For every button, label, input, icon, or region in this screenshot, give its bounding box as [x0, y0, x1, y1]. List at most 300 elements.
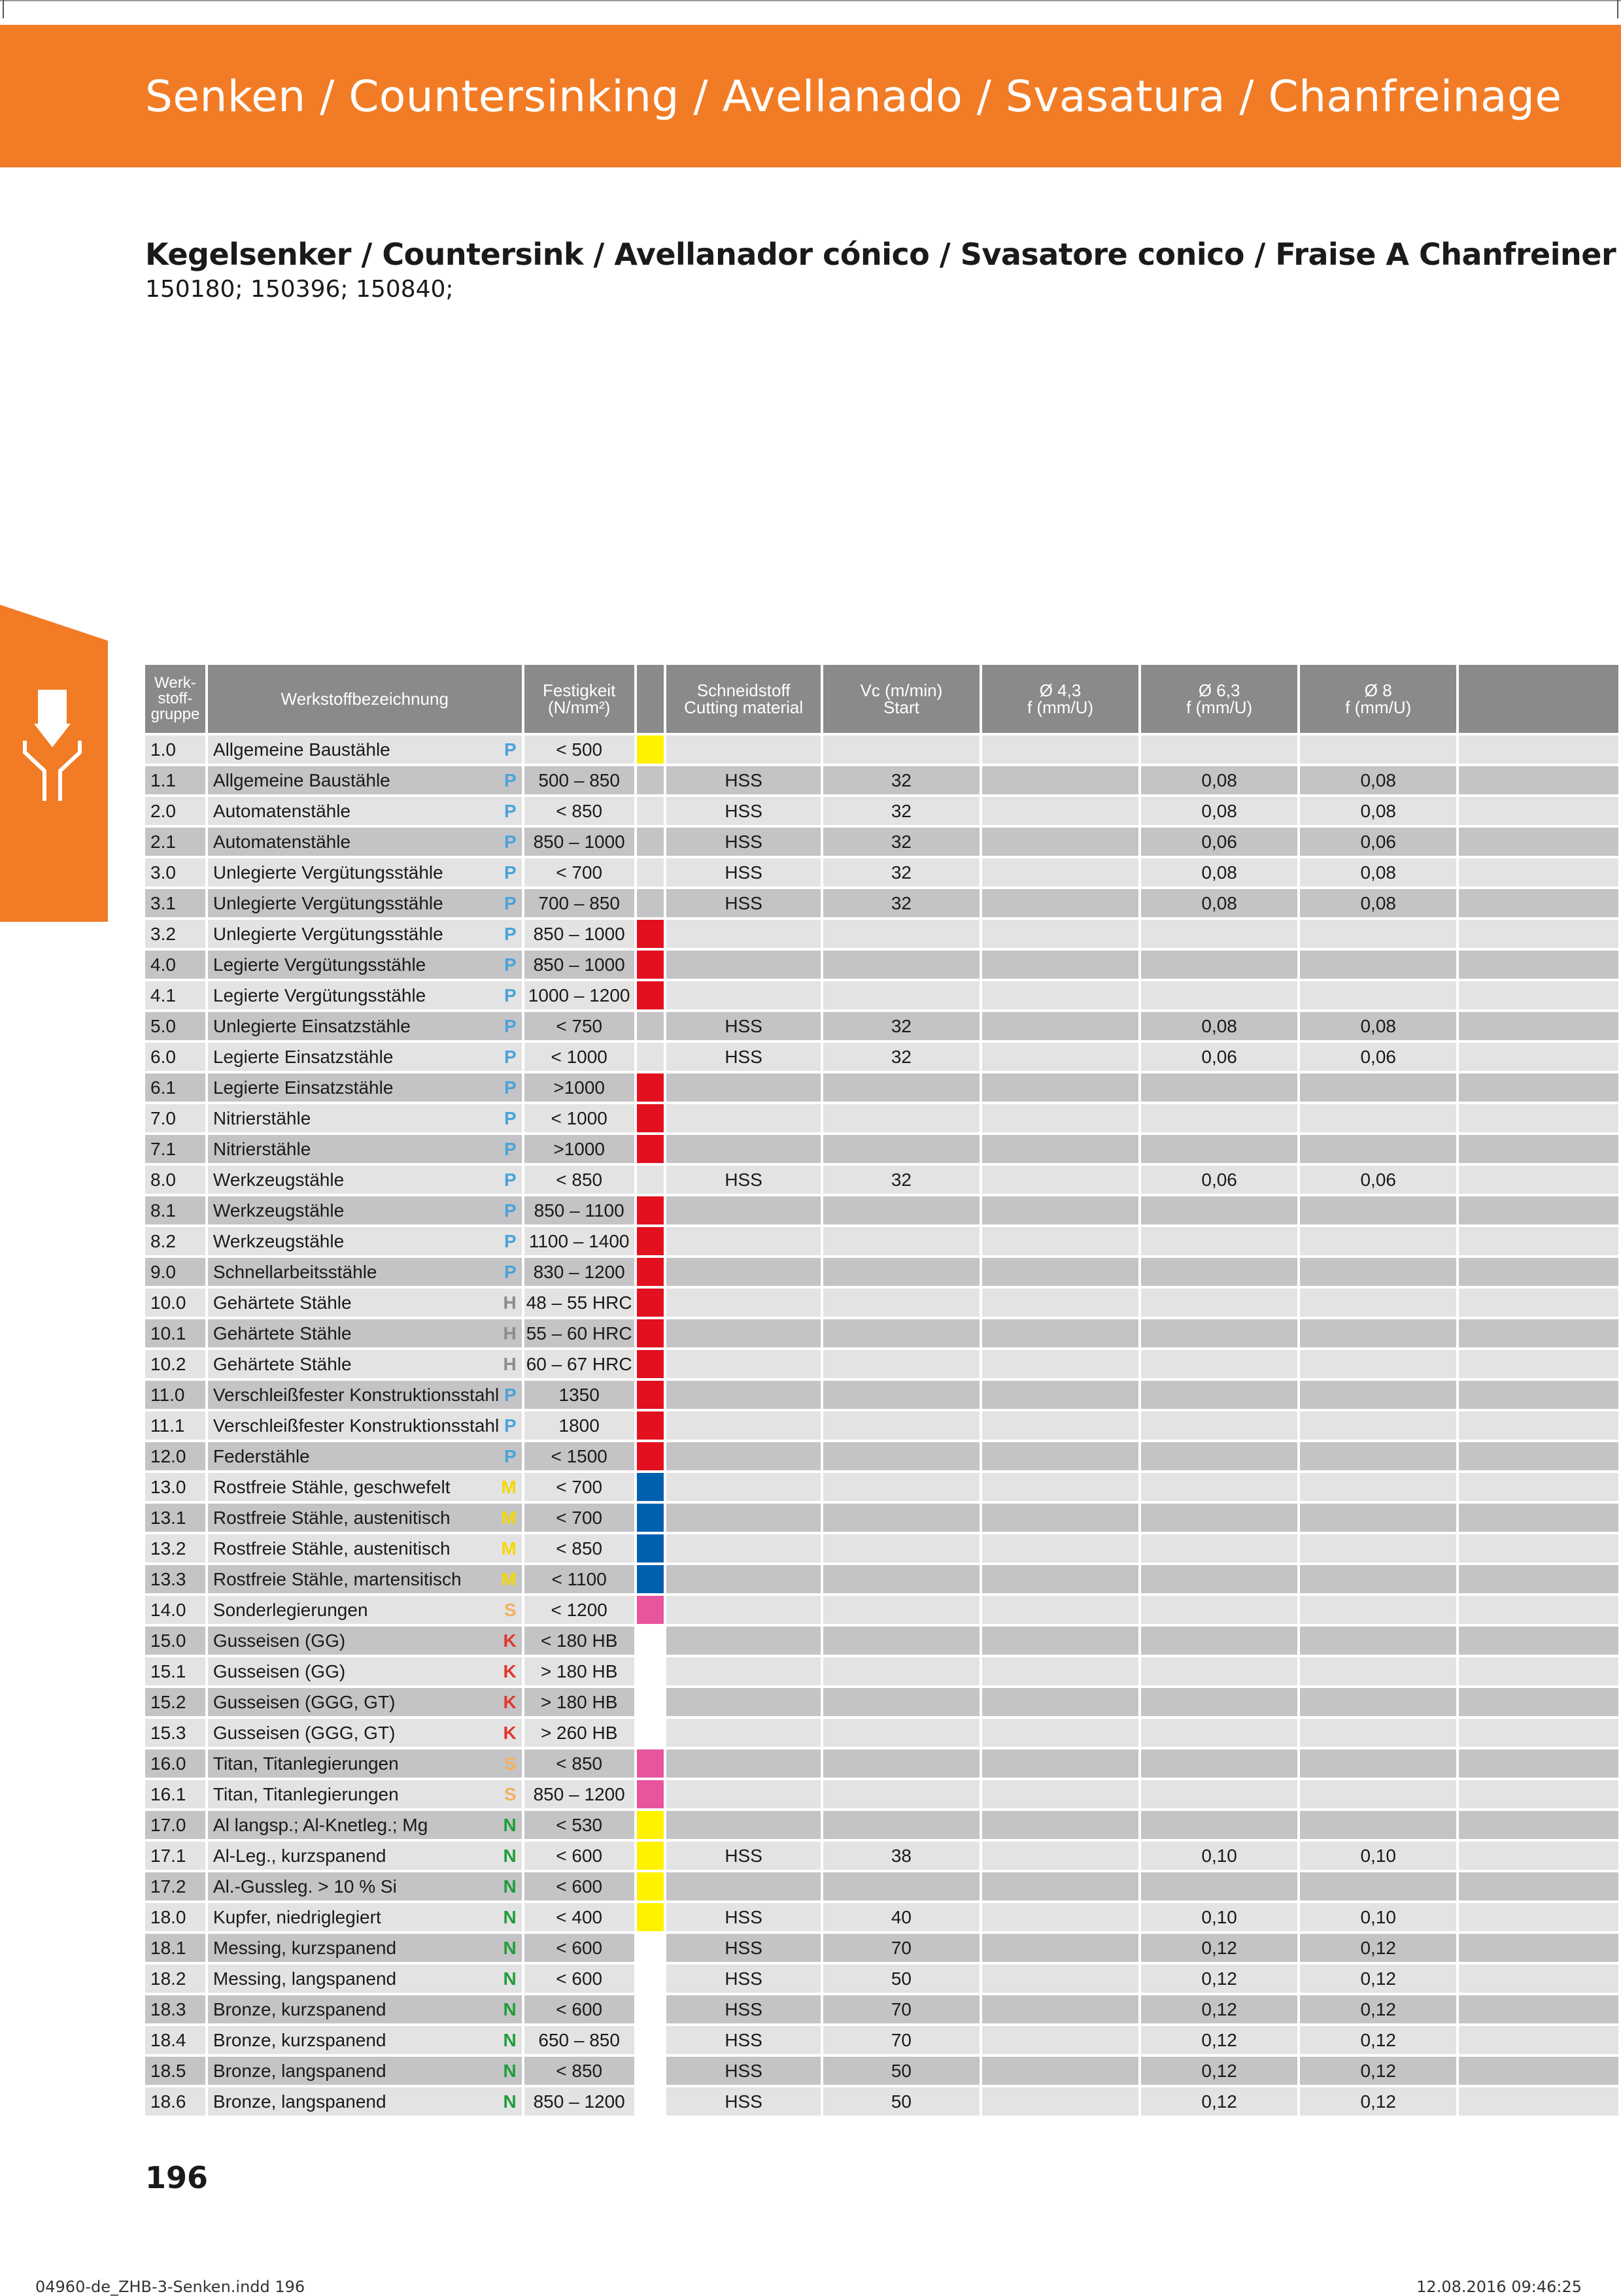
material-designation-cell — [208, 1350, 522, 1378]
strength-value: < 750 — [524, 1012, 634, 1040]
feed-d43 — [982, 1872, 1138, 1900]
material-group-code: 18.6 — [145, 2087, 205, 2116]
iso-group-letter: P — [504, 1138, 517, 1159]
feed-d8 — [1300, 1780, 1456, 1808]
empty-cell — [1459, 1319, 1618, 1347]
feed-d63 — [1141, 1411, 1297, 1440]
feed-d8 — [1300, 920, 1456, 948]
feed-d43 — [982, 1350, 1138, 1378]
cutting-material — [666, 1872, 820, 1900]
cutting-material — [666, 1196, 820, 1224]
feed-d43 — [982, 1657, 1138, 1685]
cutting-speed-vc: 32 — [823, 828, 980, 856]
strength-value: < 180 HB — [524, 1627, 634, 1655]
material-designation-cell — [208, 1903, 522, 1931]
strength-value: < 1100 — [524, 1565, 634, 1593]
strength-value: 60 – 67 HRC — [524, 1350, 634, 1378]
strength-value: > 260 HB — [524, 1719, 634, 1747]
empty-cell — [1459, 920, 1618, 948]
feed-d63 — [1141, 1473, 1297, 1501]
material-designation-cell — [208, 1258, 522, 1286]
cutting-material: HSS — [666, 1903, 820, 1931]
feed-d8 — [1300, 1258, 1456, 1286]
table-row — [145, 2087, 1618, 2116]
feed-d43 — [982, 1565, 1138, 1593]
material-group-code: 10.1 — [145, 1319, 205, 1347]
table-row — [145, 2057, 1618, 2085]
color-code-swatch — [637, 858, 664, 886]
color-code-swatch — [637, 1258, 664, 1286]
material-designation-cell — [208, 1381, 522, 1409]
material-designation: Sonderlegierungen — [213, 1599, 368, 1620]
empty-cell — [1459, 1135, 1618, 1163]
iso-group-letter: K — [503, 1722, 517, 1743]
cutting-speed-vc: 70 — [823, 1995, 980, 2023]
material-group-code: 4.1 — [145, 981, 205, 1009]
table-row — [145, 828, 1618, 856]
material-group-code: 18.5 — [145, 2057, 205, 2085]
material-designation: Nitrierstähle — [213, 1107, 311, 1128]
material-group-code: 15.0 — [145, 1627, 205, 1655]
header-empty — [1459, 665, 1618, 733]
empty-cell — [1459, 1166, 1618, 1194]
article-numbers: 150180; 150396; 150840; — [145, 276, 454, 303]
material-designation: Legierte Vergütungsstähle — [213, 985, 426, 1005]
strength-value: < 500 — [524, 735, 634, 764]
color-code-swatch — [637, 1166, 664, 1194]
material-designation-cell — [208, 1227, 522, 1255]
color-code-swatch — [637, 1688, 664, 1716]
empty-cell — [1459, 1627, 1618, 1655]
color-code-swatch — [637, 1043, 664, 1071]
cutting-speed-vc — [823, 1719, 980, 1747]
feed-d63 — [1141, 1688, 1297, 1716]
feed-d63 — [1141, 920, 1297, 948]
color-code-swatch — [637, 1565, 664, 1593]
table-row — [145, 1995, 1618, 2023]
iso-group-letter: P — [504, 1415, 517, 1436]
material-designation: Rostfreie Stähle, martensitisch — [213, 1568, 462, 1589]
strength-value: 1100 – 1400 — [524, 1227, 634, 1255]
color-code-swatch — [637, 2087, 664, 2116]
table-row — [145, 1965, 1618, 1993]
strength-value: 700 – 850 — [524, 889, 634, 917]
feed-d8 — [1300, 1657, 1456, 1685]
cutting-speed-vc — [823, 1350, 980, 1378]
table-row — [145, 920, 1618, 948]
cutting-material — [666, 1627, 820, 1655]
cutting-speed-vc — [823, 1780, 980, 1808]
iso-group-letter: S — [504, 1783, 517, 1804]
strength-value: < 700 — [524, 1504, 634, 1532]
cutting-speed-vc: 32 — [823, 797, 980, 825]
empty-cell — [1459, 1473, 1618, 1501]
cutting-material: HSS — [666, 889, 820, 917]
color-code-swatch — [637, 1534, 664, 1562]
material-designation-cell — [208, 1688, 522, 1716]
cutting-material: HSS — [666, 1166, 820, 1194]
empty-cell — [1459, 1104, 1618, 1132]
iso-group-letter: P — [504, 1169, 517, 1190]
iso-group-letter: K — [503, 1691, 517, 1712]
cutting-speed-vc: 32 — [823, 889, 980, 917]
iso-group-letter: S — [504, 1599, 517, 1620]
material-designation-cell — [208, 1534, 522, 1562]
material-designation: Unlegierte Vergütungsstähle — [213, 892, 443, 913]
strength-value: 1000 – 1200 — [524, 981, 634, 1009]
feed-d43 — [982, 1903, 1138, 1931]
empty-cell — [1459, 735, 1618, 764]
color-code-swatch — [637, 1227, 664, 1255]
color-code-swatch — [637, 1012, 664, 1040]
strength-value: < 700 — [524, 1473, 634, 1501]
header-vc: Vc (m/min) Start — [823, 665, 980, 733]
table-row — [145, 1289, 1618, 1317]
feed-d43 — [982, 1073, 1138, 1102]
material-designation: Rostfreie Stähle, geschwefelt — [213, 1476, 451, 1497]
empty-cell — [1459, 1811, 1618, 1839]
color-code-swatch — [637, 2026, 664, 2054]
empty-cell — [1459, 1350, 1618, 1378]
empty-cell — [1459, 1442, 1618, 1470]
strength-value: < 850 — [524, 2057, 634, 2085]
material-designation: Titan, Titanlegierungen — [213, 1783, 399, 1804]
color-code-swatch — [637, 1872, 664, 1900]
color-code-swatch — [637, 1719, 664, 1747]
strength-value: < 600 — [524, 1872, 634, 1900]
feed-d8 — [1300, 1565, 1456, 1593]
empty-cell — [1459, 828, 1618, 856]
empty-cell — [1459, 1872, 1618, 1900]
material-designation: Werkzeugstähle — [213, 1230, 345, 1251]
cutting-material: HSS — [666, 828, 820, 856]
material-group-code: 16.0 — [145, 1749, 205, 1778]
print-file-name: 04960-de_ZHB-3-Senken.indd 196 — [35, 2278, 305, 2296]
table-row — [145, 1227, 1618, 1255]
feed-d63: 0,12 — [1141, 1934, 1297, 1962]
feed-d8 — [1300, 1872, 1456, 1900]
iso-group-letter: P — [504, 1200, 517, 1221]
feed-d63: 0,06 — [1141, 828, 1297, 856]
cutting-material — [666, 1811, 820, 1839]
color-code-swatch — [637, 1627, 664, 1655]
strength-value: 850 – 1000 — [524, 920, 634, 948]
material-designation: Bronze, kurzspanend — [213, 1999, 386, 2019]
header-material-designation: Werkstoffbezeichnung — [208, 665, 522, 733]
iso-group-letter: M — [501, 1476, 517, 1497]
material-group-code: 2.0 — [145, 797, 205, 825]
material-group-code: 3.1 — [145, 889, 205, 917]
iso-group-letter: P — [504, 1015, 517, 1036]
iso-group-letter: P — [504, 1384, 517, 1405]
cutting-speed-vc — [823, 1258, 980, 1286]
iso-group-letter: P — [504, 1107, 517, 1128]
material-designation: Nitrierstähle — [213, 1138, 311, 1159]
feed-d63: 0,12 — [1141, 2057, 1297, 2085]
color-code-swatch — [637, 797, 664, 825]
iso-group-letter: P — [504, 954, 517, 975]
header-color-code — [637, 665, 664, 733]
cutting-material: HSS — [666, 1842, 820, 1870]
cutting-material — [666, 981, 820, 1009]
material-group-code: 17.0 — [145, 1811, 205, 1839]
material-designation-cell — [208, 1934, 522, 1962]
color-code-swatch — [637, 1104, 664, 1132]
cutting-speed-vc — [823, 1657, 980, 1685]
table-row — [145, 1043, 1618, 1071]
cutting-speed-vc — [823, 1688, 980, 1716]
iso-group-letter: P — [504, 831, 517, 852]
feed-d8: 0,12 — [1300, 1965, 1456, 1993]
feed-d43 — [982, 1258, 1138, 1286]
feed-d8 — [1300, 1442, 1456, 1470]
color-code-swatch — [637, 1596, 664, 1624]
cutting-material — [666, 1565, 820, 1593]
material-designation: Gusseisen (GGG, GT) — [213, 1722, 396, 1743]
color-code-swatch — [637, 1749, 664, 1778]
cutting-speed-vc — [823, 1596, 980, 1624]
feed-d43 — [982, 1780, 1138, 1808]
material-designation: Rostfreie Stähle, austenitisch — [213, 1538, 451, 1559]
strength-value: < 530 — [524, 1811, 634, 1839]
empty-cell — [1459, 1657, 1618, 1685]
iso-group-letter: P — [504, 1230, 517, 1251]
iso-group-letter: M — [501, 1538, 517, 1559]
material-group-code: 16.1 — [145, 1780, 205, 1808]
table-row — [145, 1903, 1618, 1931]
iso-group-letter: P — [504, 1445, 517, 1466]
strength-value: < 600 — [524, 1995, 634, 2023]
material-designation: Gehärtete Stähle — [213, 1323, 352, 1343]
color-code-swatch — [637, 766, 664, 794]
table-row — [145, 1811, 1618, 1839]
table-row — [145, 1934, 1618, 1962]
cutting-speed-vc — [823, 1411, 980, 1440]
strength-value: < 700 — [524, 858, 634, 886]
color-code-swatch — [637, 1995, 664, 2023]
material-designation: Al-Leg., kurzspanend — [213, 1845, 386, 1866]
color-code-swatch — [637, 1657, 664, 1685]
material-group-code: 13.0 — [145, 1473, 205, 1501]
material-group-code: 15.3 — [145, 1719, 205, 1747]
material-designation: Rostfreie Stähle, austenitisch — [213, 1507, 451, 1528]
section-title: Kegelsenker / Countersink / Avellanador cónico / Svasatore conico / Fraise A Chanfreiner — [145, 237, 1616, 272]
material-designation-cell — [208, 1627, 522, 1655]
material-group-code: 3.0 — [145, 858, 205, 886]
crop-mark-left — [3, 0, 4, 18]
empty-cell — [1459, 797, 1618, 825]
cutting-material — [666, 735, 820, 764]
feed-d8 — [1300, 1504, 1456, 1532]
chapter-title: Senken / Countersinking / Avellanado / Svasatura / Chanfreinage — [145, 71, 1562, 122]
feed-d8: 0,12 — [1300, 1995, 1456, 2023]
cutting-material — [666, 1749, 820, 1778]
feed-d63: 0,06 — [1141, 1166, 1297, 1194]
cutting-speed-vc — [823, 920, 980, 948]
material-group-code: 7.1 — [145, 1135, 205, 1163]
empty-cell — [1459, 1688, 1618, 1716]
feed-d63 — [1141, 735, 1297, 764]
color-code-swatch — [637, 1442, 664, 1470]
header-d63: Ø 6,3 f (mm/U) — [1141, 665, 1297, 733]
strength-value: 55 – 60 HRC — [524, 1319, 634, 1347]
cutting-speed-vc — [823, 1196, 980, 1224]
material-designation-cell — [208, 2057, 522, 2085]
feed-d63: 0,08 — [1141, 858, 1297, 886]
feed-d43 — [982, 1842, 1138, 1870]
cutting-speed-vc: 40 — [823, 1903, 980, 1931]
color-code-swatch — [637, 1411, 664, 1440]
table-row — [145, 1135, 1618, 1163]
strength-value: < 850 — [524, 1749, 634, 1778]
material-designation: Automatenstähle — [213, 800, 351, 821]
cutting-material: HSS — [666, 766, 820, 794]
feed-d63: 0,10 — [1141, 1903, 1297, 1931]
cutting-speed-vc: 50 — [823, 1965, 980, 1993]
print-timestamp: 12.08.2016 09:46:25 — [1416, 2278, 1582, 2296]
material-group-code: 1.0 — [145, 735, 205, 764]
cutting-material — [666, 1473, 820, 1501]
feed-d63 — [1141, 1289, 1297, 1317]
color-code-swatch — [637, 889, 664, 917]
strength-value: < 400 — [524, 1903, 634, 1931]
feed-d43 — [982, 1473, 1138, 1501]
material-designation: Gusseisen (GG) — [213, 1661, 346, 1681]
iso-group-letter: M — [501, 1507, 517, 1528]
feed-d8 — [1300, 1196, 1456, 1224]
strength-value: > 180 HB — [524, 1657, 634, 1685]
feed-d43 — [982, 828, 1138, 856]
cutting-material — [666, 1504, 820, 1532]
feed-d63: 0,12 — [1141, 1995, 1297, 2023]
feed-d8 — [1300, 1596, 1456, 1624]
feed-d43 — [982, 2026, 1138, 2054]
empty-cell — [1459, 1780, 1618, 1808]
cutting-material — [666, 1135, 820, 1163]
material-designation-cell — [208, 1442, 522, 1470]
strength-value: < 1000 — [524, 1043, 634, 1071]
feed-d8: 0,12 — [1300, 2087, 1456, 2116]
cutting-speed-vc — [823, 735, 980, 764]
cutting-speed-vc: 70 — [823, 2026, 980, 2054]
cutting-material: HSS — [666, 858, 820, 886]
feed-d63: 0,06 — [1141, 1043, 1297, 1071]
material-designation: Gehärtete Stähle — [213, 1353, 352, 1374]
feed-d8 — [1300, 1289, 1456, 1317]
feed-d63 — [1141, 1872, 1297, 1900]
cutting-speed-vc — [823, 1227, 980, 1255]
material-designation-cell — [208, 1135, 522, 1163]
feed-d8 — [1300, 1135, 1456, 1163]
iso-group-letter: N — [503, 1937, 517, 1958]
strength-value: < 850 — [524, 797, 634, 825]
feed-d43 — [982, 735, 1138, 764]
strength-value: 48 – 55 HRC — [524, 1289, 634, 1317]
cutting-speed-vc — [823, 1319, 980, 1347]
feed-d43 — [982, 1504, 1138, 1532]
cutting-material: HSS — [666, 1995, 820, 2023]
color-code-swatch — [637, 1780, 664, 1808]
feed-d63 — [1141, 1749, 1297, 1778]
cutting-speed-vc — [823, 981, 980, 1009]
cutting-speed-vc — [823, 1749, 980, 1778]
strength-value: < 850 — [524, 1534, 634, 1562]
material-designation-cell — [208, 766, 522, 794]
empty-cell — [1459, 1411, 1618, 1440]
material-designation-cell — [208, 1565, 522, 1593]
empty-cell — [1459, 1565, 1618, 1593]
material-group-code: 8.2 — [145, 1227, 205, 1255]
cutting-speed-vc — [823, 1073, 980, 1102]
feed-d63 — [1141, 1442, 1297, 1470]
material-group-code: 13.2 — [145, 1534, 205, 1562]
material-group-code: 4.0 — [145, 951, 205, 979]
cutting-material — [666, 1319, 820, 1347]
cutting-material — [666, 1688, 820, 1716]
feed-d8: 0,06 — [1300, 1043, 1456, 1071]
table-row — [145, 1319, 1618, 1347]
strength-value: < 600 — [524, 1934, 634, 1962]
material-designation: Unlegierte Vergütungsstähle — [213, 923, 443, 944]
cutting-material — [666, 1104, 820, 1132]
feed-d8 — [1300, 1104, 1456, 1132]
empty-cell — [1459, 889, 1618, 917]
color-code-swatch — [637, 1289, 664, 1317]
feed-d8 — [1300, 1719, 1456, 1747]
material-designation: Bronze, langspanend — [213, 2091, 386, 2112]
material-designation: Allgemeine Baustähle — [213, 769, 390, 790]
feed-d63 — [1141, 1319, 1297, 1347]
table-row — [145, 1350, 1618, 1378]
strength-value: >1000 — [524, 1135, 634, 1163]
feed-d8 — [1300, 1073, 1456, 1102]
color-code-swatch — [637, 2057, 664, 2085]
table-header-row — [145, 665, 1618, 733]
material-designation-cell — [208, 1196, 522, 1224]
material-designation: Messing, kurzspanend — [213, 1937, 397, 1958]
feed-d8 — [1300, 1411, 1456, 1440]
table-row — [145, 1688, 1618, 1716]
iso-group-letter: M — [501, 1568, 517, 1589]
feed-d63 — [1141, 981, 1297, 1009]
cutting-material: HSS — [666, 2026, 820, 2054]
table-row — [145, 1258, 1618, 1286]
color-code-swatch — [637, 1903, 664, 1931]
empty-cell — [1459, 951, 1618, 979]
table-row — [145, 1166, 1618, 1194]
material-designation-cell — [208, 1073, 522, 1102]
table-row — [145, 1381, 1618, 1409]
feed-d63 — [1141, 1627, 1297, 1655]
material-group-code: 9.0 — [145, 1258, 205, 1286]
iso-group-letter: P — [504, 892, 517, 913]
cutting-speed-vc — [823, 1135, 980, 1163]
feed-d63: 0,08 — [1141, 766, 1297, 794]
cutting-material — [666, 1073, 820, 1102]
feed-d43 — [982, 1289, 1138, 1317]
empty-cell — [1459, 1227, 1618, 1255]
material-designation: Gusseisen (GGG, GT) — [213, 1691, 396, 1712]
material-group-code: 15.2 — [145, 1688, 205, 1716]
feed-d8: 0,08 — [1300, 766, 1456, 794]
feed-d63 — [1141, 1104, 1297, 1132]
table-row — [145, 1749, 1618, 1778]
material-designation-cell — [208, 889, 522, 917]
material-designation-cell — [208, 1596, 522, 1624]
feed-d43 — [982, 1534, 1138, 1562]
material-group-code: 8.1 — [145, 1196, 205, 1224]
empty-cell — [1459, 1258, 1618, 1286]
